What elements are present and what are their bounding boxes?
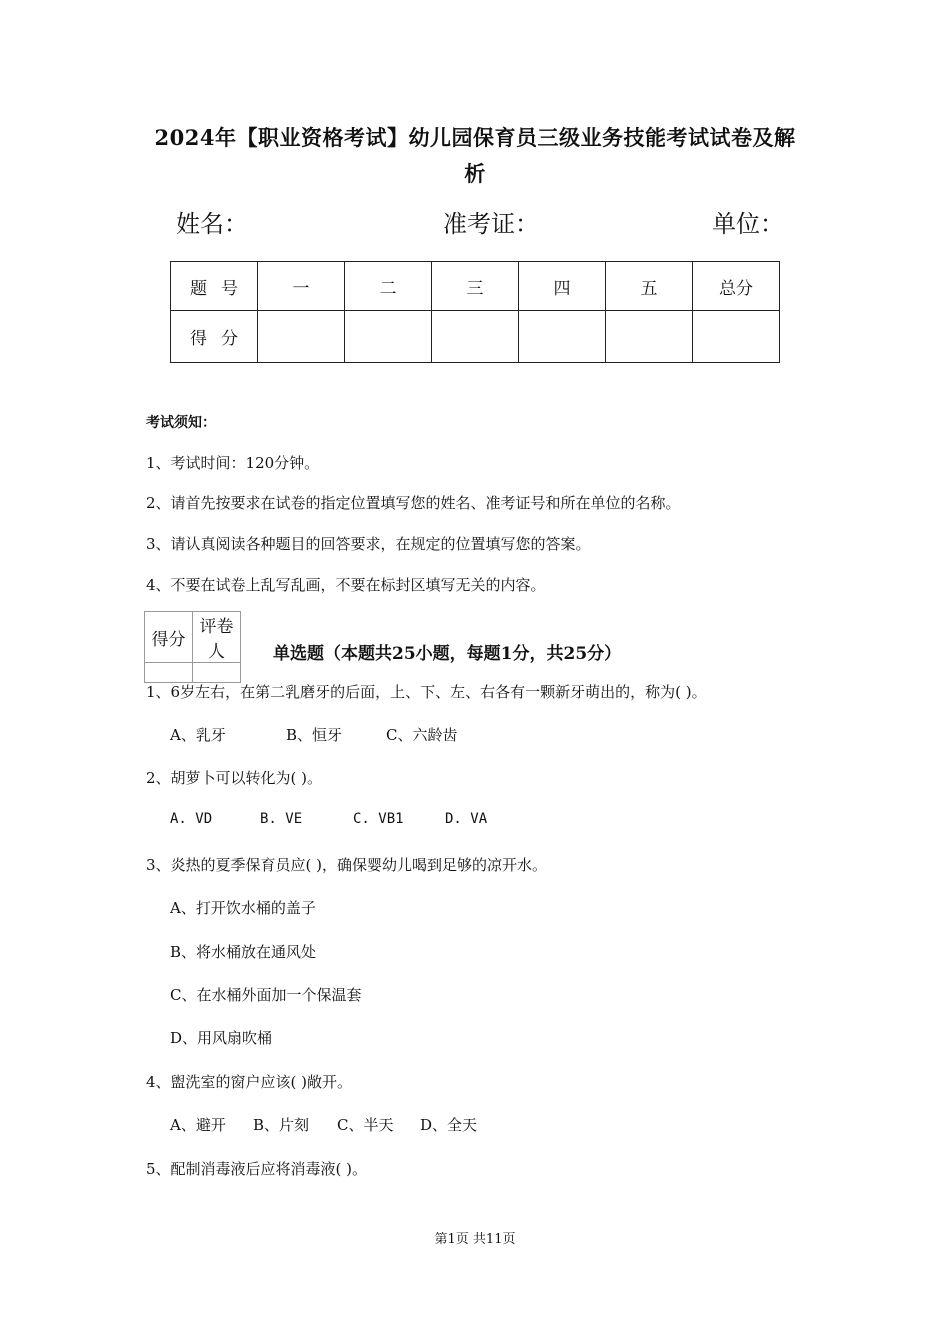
score-table-score-row xyxy=(171,311,780,363)
grader-score-label: 得分 xyxy=(145,612,193,663)
column-total: 总分 xyxy=(693,262,780,311)
notice-item-3: 3、请认真阅读各种题目的回答要求，在规定的位置填写您的答案。 xyxy=(146,535,591,553)
q3-option-d: D、用风扇吹桶 xyxy=(170,1029,273,1047)
notice-item-2: 2、请首先按要求在试卷的指定位置填写您的姓名、准考证号和所在单位的名称。 xyxy=(146,494,681,512)
question-5: 5、配制消毒液后应将消毒液( )。 xyxy=(146,1160,368,1178)
exam-id-label: 准考证： xyxy=(443,210,539,238)
q3-option-c: C、在水桶外面加一个保温套 xyxy=(170,986,362,1004)
score-label: 得分 xyxy=(171,311,258,363)
notice-item-4: 4、不要在试卷上乱写乱画，不要在标封区填写无关的内容。 xyxy=(146,576,546,594)
question-number-label: 题号 xyxy=(171,262,258,311)
q2-option-d: D. VA xyxy=(445,811,488,827)
q1-option-a: A、乳牙 xyxy=(170,726,226,744)
q1-option-b: B、恒牙 xyxy=(286,726,343,744)
column-2: 二 xyxy=(345,262,432,311)
q3-option-a: A、打开饮水桶的盖子 xyxy=(170,899,316,917)
unit-label: 单位： xyxy=(712,210,784,238)
grader-score-cell[interactable] xyxy=(145,663,193,683)
score-cell-total[interactable] xyxy=(693,311,780,363)
name-label: 姓名： xyxy=(176,210,248,238)
page-footer: 第1页 共11页 xyxy=(434,1232,516,1247)
question-2: 2、胡萝卜可以转化为( )。 xyxy=(146,769,323,787)
title-line-2: 析 xyxy=(464,161,486,186)
score-cell-1[interactable] xyxy=(258,311,345,363)
q4-option-a: A、避开 xyxy=(170,1116,226,1134)
grader-name-cell[interactable] xyxy=(193,663,241,683)
q3-option-b: B、将水桶放在通风处 xyxy=(170,943,317,961)
exam-title xyxy=(120,120,830,192)
grader-box xyxy=(144,611,241,683)
q2-option-c: C. VB1 xyxy=(353,811,404,827)
score-table xyxy=(170,261,780,363)
q4-option-b: B、片刻 xyxy=(253,1116,310,1134)
score-cell-5[interactable] xyxy=(606,311,693,363)
q2-option-a: A. VD xyxy=(170,811,213,827)
column-5: 五 xyxy=(606,262,693,311)
question-4: 4、盥洗室的窗户应该( )敞开。 xyxy=(146,1073,353,1091)
score-cell-2[interactable] xyxy=(345,311,432,363)
column-3: 三 xyxy=(432,262,519,311)
score-cell-3[interactable] xyxy=(432,311,519,363)
notice-item-1: 1、考试时间：120分钟。 xyxy=(146,454,320,472)
q4-option-d: D、全天 xyxy=(420,1116,478,1134)
notice-heading: 考试须知： xyxy=(146,415,216,431)
question-3: 3、炎热的夏季保育员应( )，确保婴幼儿喝到足够的凉开水。 xyxy=(146,856,548,874)
title-line-1: 2024年【职业资格考试】幼儿园保育员三级业务技能考试试卷及解 xyxy=(154,125,796,150)
score-table-header-row xyxy=(171,262,780,311)
score-cell-4[interactable] xyxy=(519,311,606,363)
column-1: 一 xyxy=(258,262,345,311)
question-1: 1、6岁左右，在第二乳磨牙的后面，上、下、左、右各有一颗新牙萌出的，称为( )。 xyxy=(146,683,707,701)
column-4: 四 xyxy=(519,262,606,311)
section-title: 单选题（本题共25小题，每题1分，共25分） xyxy=(273,644,622,664)
grader-name-label: 评卷人 xyxy=(193,612,241,663)
q1-option-c: C、六龄齿 xyxy=(386,726,458,744)
q2-option-b: B. VE xyxy=(260,811,303,827)
q4-option-c: C、半天 xyxy=(337,1116,394,1134)
